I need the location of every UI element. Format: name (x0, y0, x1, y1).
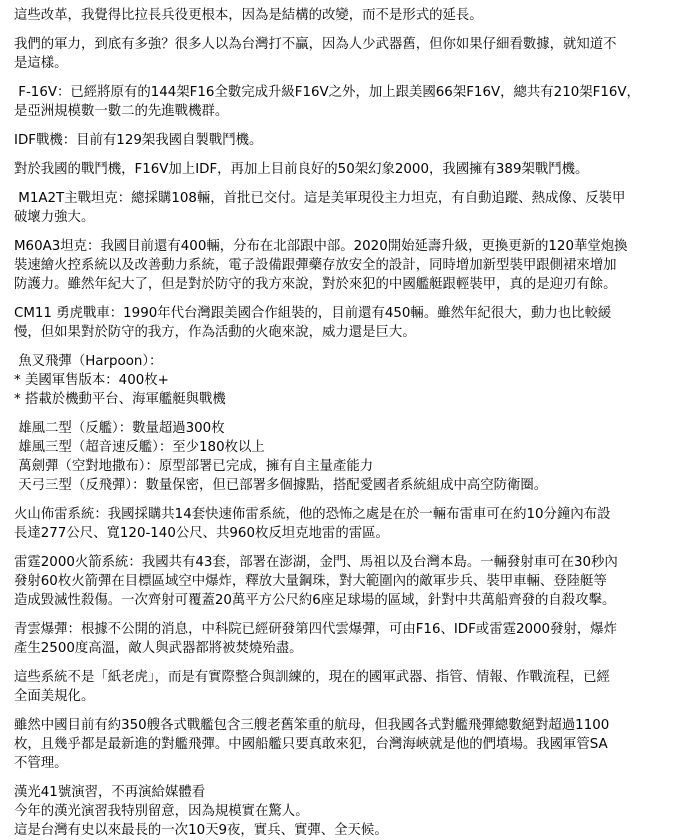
post-paragraph (14, 6, 690, 25)
paragraph-line: CM11 勇虎戰車：1990年代台灣跟美國合作組裝的，目前還有450輛。雖然年紀很大，動力也比較緩 (14, 306, 612, 321)
paragraph-line: 青雲爆彈：根據不公開的消息，中科院已經研發第四代雲爆彈，可由F16、IDF或雷霆2000發射，爆炸 (14, 622, 618, 637)
paragraph-line: 天弓三型（反飛彈）：數量保密，但已部署多個據點，搭配愛國者系統組成中高空防衛圈。 (14, 478, 548, 493)
post-paragraph (14, 304, 690, 342)
paragraph-line: 今年的漢光演習我特別留意，因為規模實在驚人。 (14, 804, 309, 819)
post-paragraph (14, 620, 690, 658)
paragraph-line: 雷霆2000火箭系統：我國共有43套，部署在澎湖，金門、馬祖以及台灣本島。一輛發射車可在30秒內 (14, 555, 618, 570)
paragraph-line: 這些系統不是「紙老虎」，而是有實際整合與訓練的，現在的國軍武器、指管、情報、作戰流程，已經 (14, 670, 610, 685)
post-paragraph (14, 553, 690, 610)
paragraph-line: 防護力。雖然年紀大了，但是對於防守的我方來說，對於來犯的中國艦艇跟輕裝甲，真的是迎刃有餘。 (14, 277, 617, 292)
paragraph-line: 魚叉飛彈（Harpoon）： (14, 354, 163, 369)
paragraph-line: 是亞洲規模數一數二的先進戰機群。 (14, 104, 229, 119)
paragraph-line: 對於我國的戰鬥機，F16V加上IDF，再加上目前良好的50架幻象2000，我國擁有389架戰鬥機。 (14, 162, 589, 177)
post-paragraph (14, 668, 690, 706)
paragraph-line: 雖然中國目前有約350艘各式戰艦包含三艘老舊笨重的航母，但我國各式對艦飛彈總數絕對超過1100 (14, 718, 610, 733)
post-paragraph (14, 783, 690, 840)
paragraph-line: 雄風三型（超音速反艦）：至少180枚以上 (14, 440, 265, 455)
paragraph-line: M60A3坦克：我國目前還有400輛，分布在北部跟中部。2020開始延壽升級，更換更新的120華堂炮換 (14, 239, 628, 254)
post-paragraph (14, 35, 690, 73)
paragraph-line: 漢光41號演習，不再演給媒體看 (14, 785, 206, 800)
paragraph-line: 雄風二型（反艦）：數量超過300枚 (14, 421, 225, 436)
paragraph-line: 造成毀滅性殺傷。一次齊射可覆蓋20萬平方公尺約6座足球場的區域，針對中共萬船齊發的自殺攻擊。 (14, 593, 616, 608)
post-paragraph (14, 160, 690, 179)
paragraph-line: * 美國軍售版本：400枚+ (14, 373, 169, 388)
post-paragraph (14, 237, 690, 294)
paragraph-line: F-16V：已經將原有的144架F16全數完成升級F16V之外，加上跟美國66架F16V，總共有210架F16V， (14, 85, 640, 100)
paragraph-line: 萬劍彈（空對地撒布）：原型部署已完成，擁有自主量產能力 (14, 459, 374, 474)
paragraph-line: M1A2T主戰坦克：總採購108輛，首批已交付。這是美軍現役主力坦克，有自動追蹤、熱成像、反裝甲 (14, 191, 626, 206)
post-paragraph (14, 189, 690, 227)
paragraph-line: IDF戰機：目前有129架我國自製戰鬥機。 (14, 133, 263, 148)
paragraph-line: 枚，且幾乎都是最新進的對艦飛彈。中國船艦只要真敢來犯，台灣海峽就是他的們墳場。我國軍管SA (14, 737, 608, 752)
paragraph-line: 不管理。 (14, 756, 68, 771)
paragraph-line: 慢，但如果對於防守的我方，作為活動的火砲來說，威力還是巨大。 (14, 325, 416, 340)
paragraph-line: 我們的軍力，到底有多強？很多人以為台灣打不贏，因為人少武器舊，但你如果仔細看數據，就知道不 (14, 37, 617, 52)
post-paragraph (14, 716, 690, 773)
paragraph-line: 長達277公尺、寬120-140公尺、共960枚反坦克地雷的雷區。 (14, 526, 389, 541)
paragraph-line: 產生2500度高溫，敵人與武器都將被焚燒殆盡。 (14, 641, 303, 656)
paragraph-line: 是這樣。 (14, 56, 68, 71)
paragraph-line: 這些改革，我覺得比拉長兵役更根本，因為是結構的改變，而不是形式的延長。 (14, 8, 483, 23)
post-paragraph (14, 352, 690, 409)
paragraph-line: 發射60枚火箭彈在目標區域空中爆炸，釋放大量鋼珠，對大範圍內的敵軍步兵、裝甲車輛、登陸艇等 (14, 574, 607, 589)
paragraph-line: 破壞力強大。 (14, 210, 95, 225)
paragraph-line: 火山佈雷系統：我國採購共14套快速佈雷系統，他的恐怖之處是在於一輛布雷車可在約10分鐘內布設 (14, 507, 611, 522)
paragraph-line: 這是台灣有史以來最長的一次10天9夜，實兵、實彈、全天候。 (14, 823, 388, 838)
post-paragraph (14, 83, 690, 121)
post-paragraph (14, 505, 690, 543)
paragraph-line: 裝速繪火控系統以及改善動力系統，電子設備跟彈藥存放安全的設計，同時增加新型裝甲跟側裙來增加 (14, 258, 617, 273)
paragraph-line: * 搭載於機動平台、海軍艦艇與戰機 (14, 392, 226, 407)
post-paragraph (14, 419, 690, 495)
post-paragraph (14, 131, 690, 150)
paragraph-line: 全面美規化。 (14, 689, 95, 704)
